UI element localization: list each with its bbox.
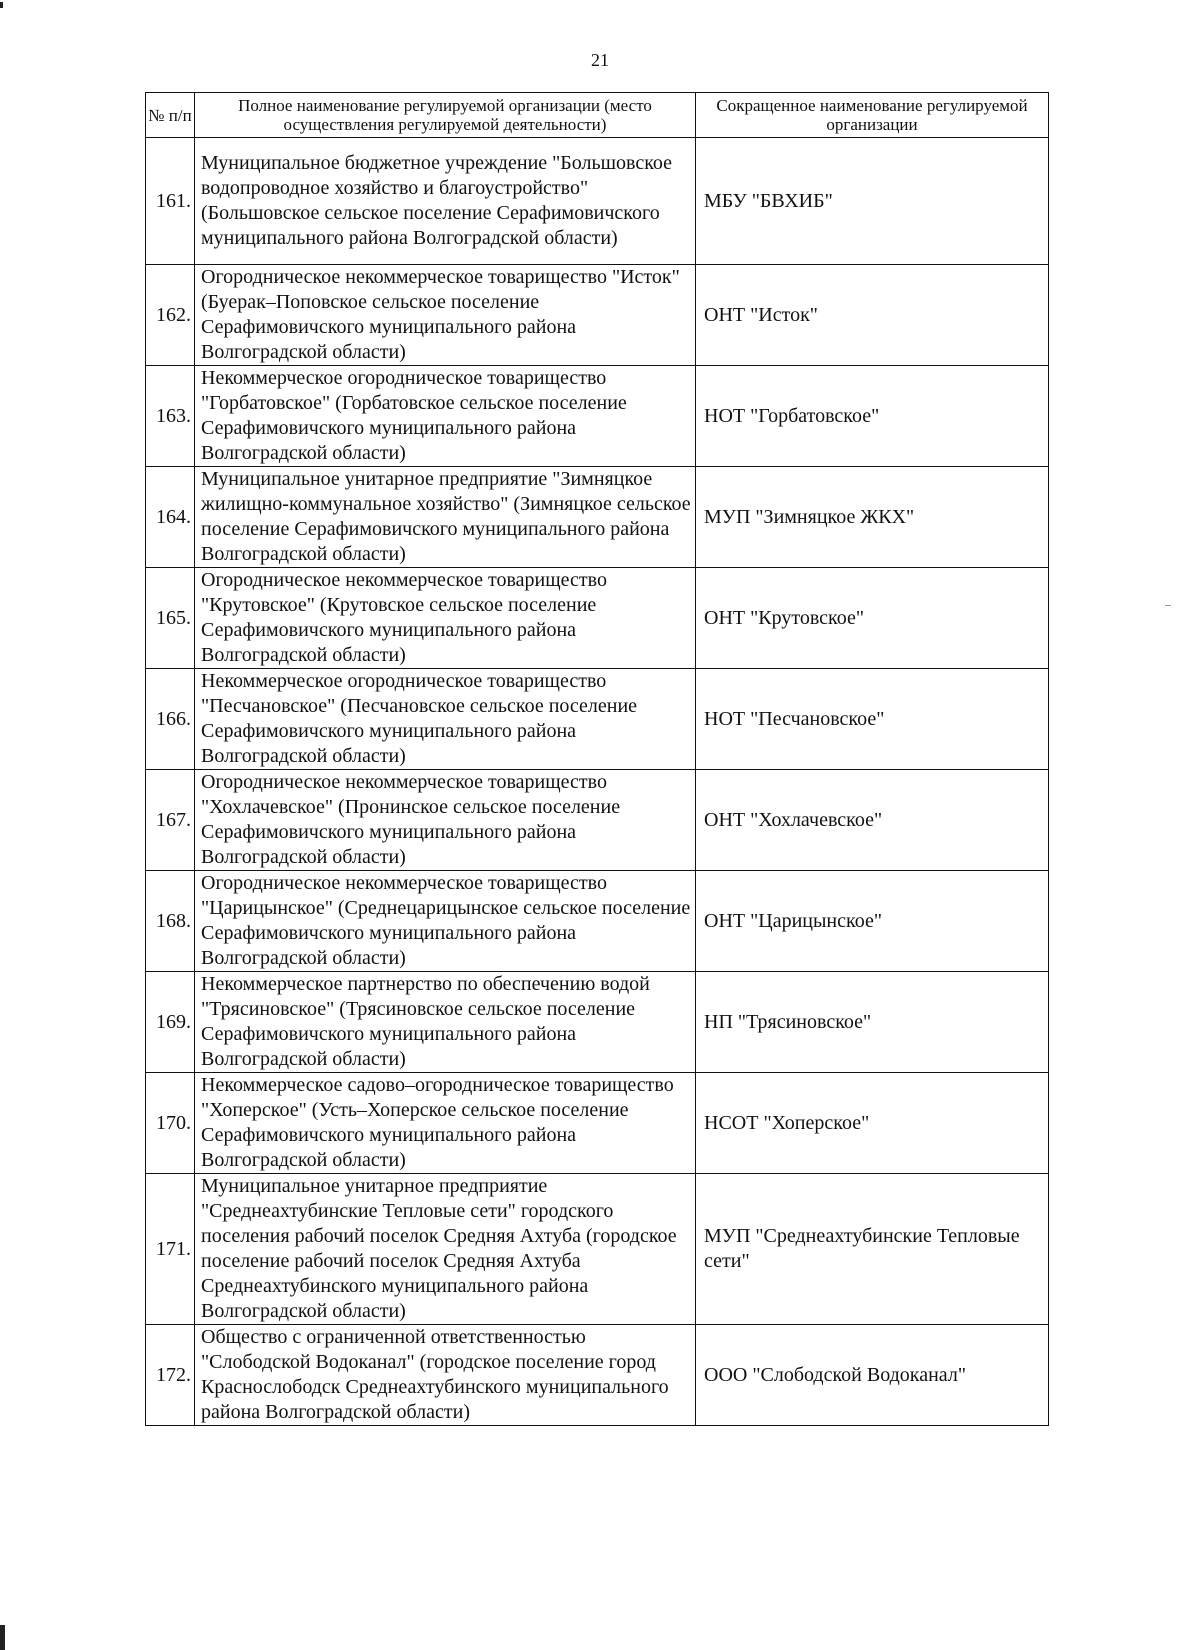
row-full-name: Муниципальное бюджетное учреждение "Большовское водопроводное хозяйство и благоустройство" (Большовское сельское поселение Серафимовичского муниципального района Волгоградской области) (195, 138, 696, 265)
row-num: 161. (146, 138, 195, 265)
row-short-name: МБУ "БВХИБ" (696, 138, 1049, 265)
table-row (146, 669, 1049, 770)
row-full-name: Некоммерческое огородническое товарищество "Горбатовское" (Горбатовское сельское поселение Серафимовичского муниципального района Волгоградской области) (195, 366, 696, 467)
table-row (146, 1174, 1049, 1325)
row-num: 164. (146, 467, 195, 568)
row-num: 170. (146, 1073, 195, 1174)
row-num: 169. (146, 972, 195, 1073)
table-row (146, 770, 1049, 871)
page-number: 21 (591, 50, 609, 70)
table-row (146, 265, 1049, 366)
row-num: 172. (146, 1325, 195, 1426)
row-short-name: НОТ "Горбатовское" (696, 366, 1049, 467)
row-full-name: Огородническое некоммерческое товарищество "Хохлачевское" (Пронинское сельское поселение Серафимовичского муниципального района Волгоградской области) (195, 770, 696, 871)
row-full-name: Некоммерческое партнерство по обеспечению водой "Трясиновское" (Трясиновское сельское поселение Серафимовичского муниципального района Волгоградской области) (195, 972, 696, 1073)
row-short-name: МУП "Зимняцкое ЖКХ" (696, 467, 1049, 568)
organizations-table (145, 92, 1049, 1426)
row-full-name: Огородническое некоммерческое товарищество "Царицынское" (Среднецарицынское сельское поселение Серафимовичского муниципального района Волгоградской области) (195, 871, 696, 972)
row-num: 165. (146, 568, 195, 669)
row-short-name: НП "Трясиновское" (696, 972, 1049, 1073)
scan-mark-right (1165, 605, 1171, 606)
row-short-name: ООО "Слободской Водоканал" (696, 1325, 1049, 1426)
header-num: № п/п (146, 93, 195, 138)
scan-mark-bottom-left (0, 1625, 5, 1650)
row-num: 162. (146, 265, 195, 366)
row-num: 166. (146, 669, 195, 770)
row-short-name: ОНТ "Хохлачевское" (696, 770, 1049, 871)
row-full-name: Некоммерческое садово–огородническое товарищество "Хоперское" (Усть–Хоперское сельское поселение Серафимовичского муниципального района Волгоградской области) (195, 1073, 696, 1174)
row-num: 167. (146, 770, 195, 871)
header-short-name: Сокращенное наименование регулируемой организации (696, 93, 1049, 138)
table-row (146, 871, 1049, 972)
row-full-name: Огородническое некоммерческое товарищество "Исток" (Буерак–Поповское сельское поселение Серафимовичского муниципального района Волгоградской области) (195, 265, 696, 366)
row-short-name: ОНТ "Царицынское" (696, 871, 1049, 972)
row-full-name: Муниципальное унитарное предприятие "Среднеахтубинские Тепловые сети" городского поселения рабочий поселок Средняя Ахтуба (городское поселение рабочий поселок Средняя Ахтуба Среднеахтубинского муниципального района Волгоградской области) (195, 1174, 696, 1325)
scan-mark-top-left (0, 2, 3, 8)
table-row (146, 366, 1049, 467)
table-row (146, 568, 1049, 669)
row-short-name: НОТ "Песчановское" (696, 669, 1049, 770)
table-header-row (146, 93, 1049, 138)
table-row (146, 138, 1049, 265)
table-row (146, 972, 1049, 1073)
row-full-name: Общество с ограниченной ответственностью "Слободской Водоканал" (городское поселение город Краснослободск Среднеахтубинского муниципального района Волгоградской области) (195, 1325, 696, 1426)
row-short-name: ОНТ "Исток" (696, 265, 1049, 366)
table-row (146, 1073, 1049, 1174)
header-full-name: Полное наименование регулируемой организации (место осуществления регулируемой деятельности) (195, 93, 696, 138)
row-short-name: МУП "Среднеахтубинские Тепловые сети" (696, 1174, 1049, 1325)
row-num: 171. (146, 1174, 195, 1325)
row-full-name: Муниципальное унитарное предприятие "Зимняцкое жилищно-коммунальное хозяйство" (Зимняцкое сельское поселение Серафимовичского муниципального района Волгоградской области) (195, 467, 696, 568)
row-full-name: Огородническое некоммерческое товарищество "Крутовское" (Крутовское сельское поселение Серафимовичского муниципального района Волгоградской области) (195, 568, 696, 669)
row-short-name: НСОТ "Хоперское" (696, 1073, 1049, 1174)
table-row (146, 1325, 1049, 1426)
row-num: 163. (146, 366, 195, 467)
row-short-name: ОНТ "Крутовское" (696, 568, 1049, 669)
row-full-name: Некоммерческое огородническое товарищество "Песчановское" (Песчановское сельское поселение Серафимовичского муниципального района Волгоградской области) (195, 669, 696, 770)
row-num: 168. (146, 871, 195, 972)
table-row (146, 467, 1049, 568)
